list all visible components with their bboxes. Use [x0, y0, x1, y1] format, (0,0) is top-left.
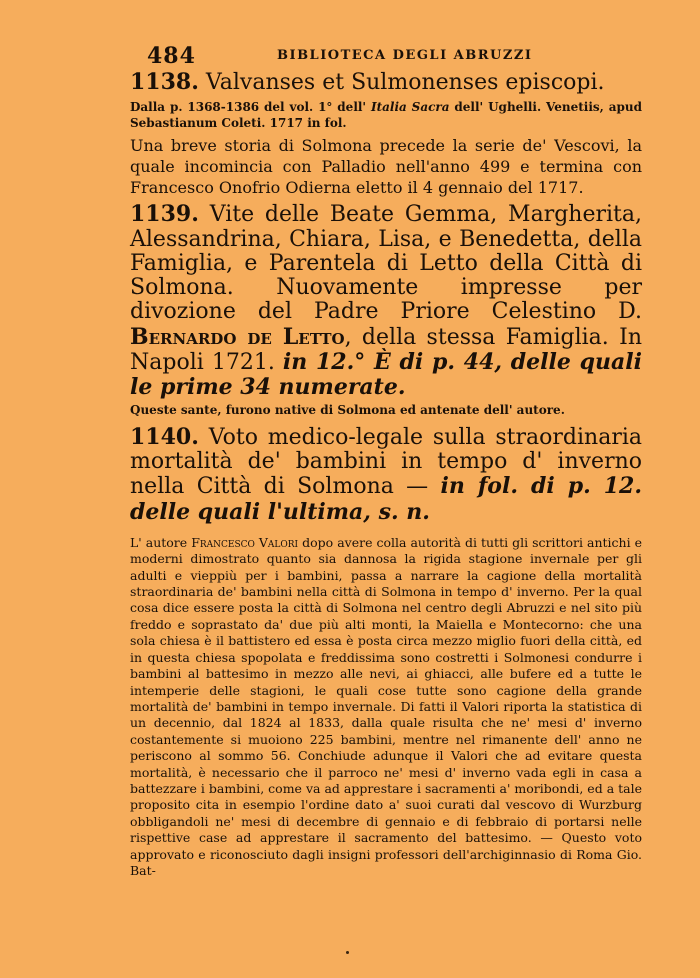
source-note-italic: Italia Sacra	[370, 100, 450, 115]
page-header	[147, 43, 567, 71]
source-note-text: Dalla p. 1368-1386 del vol. 1° dell'	[130, 100, 367, 115]
entry-1140	[130, 425, 642, 880]
author-name: Bernardo de Letto	[130, 323, 345, 350]
entry-body: Una breve storia di Solmona precede la serie de' Vescovi, la quale incomincia con Palladio nell'anno 499 e termina con Francesco Onofrio Odierna eletto il 4 gennaio del 1717.	[130, 136, 642, 198]
entry-title-text: Valvanses et Sulmonenses episcopi.	[205, 70, 605, 95]
entry-note: Queste sante, furono native di Solmona ed antenate dell' autore.	[130, 402, 565, 417]
entry-title	[130, 70, 642, 95]
entry-number: 1139.	[130, 201, 199, 228]
entry-title-italic: in 12.° È di p. 44, delle quali le prime 34 numerate.	[130, 349, 642, 401]
page-number: 484	[147, 43, 196, 69]
entry-title	[130, 425, 642, 525]
page-content	[130, 70, 642, 879]
entry-commentary	[130, 535, 642, 880]
commentary-text: dopo avere colla autorità di tutti gli scrittori antichi e moderni dimostrato quanto sia dannosa la rigida stagione invernale per gli adulti e vieppiù per i bambini, passa a narrare la cagione della mortalità straordinaria de' bambini nella città di Solmona in tempo d' inverno. Per la qual cosa dice essere posta la città di Solmona nel centro degli Abruzzi e nel sito più freddo e soprastato da' due più alti monti, la Maiella e Montecorno: che una sola chiesa è il battistero ed essa è posta circa mezzo miglio fuori della città, ed in questa chiesa spopolata e freddissima sono costretti i Solmonesi condurre i bambini al battesimo in mezzo alle nevi, ai ghiacci, alle bufere ed a tutte le intemperie delle stagioni, le quali cose tutte sono cagione della grande mortalità de' bambini in tempo invernale. Di fatti il Valori riporta la statistica di un decennio, dal 1824 al 1833, dalla quale risulta che ne' mesi d' inverno costantemente si muoiono 225 bambini, mentre nel rimanente dell' anno ne periscono al sommo 56. Conchiude adunque il Valori che ad evitare questa mortalità, è necessario che il parroco ne' mesi d' inverno vada egli in casa a battezzare i bambini, come va ad apprestare i sacramenti a' moribondi, ed a tale proposito cita in esempio l'ordine dato a' suoi curati dal vescovo di Wurzburg obbligandoli ne' mesi di decembre di gennaio e di febbraio di portarsi nelle rispettive case ad apprestare il sacramento del battesimo. — Questo voto approvato e riconosciuto dagli insigni professori dell'archiginnasio di Roma Gio. Bat-	[130, 534, 643, 878]
entry-title-text: Voto medico-legale sulla straordinaria mortalità de' bambini in tempo d' inverno nella Città di Solmona —	[130, 424, 642, 500]
entry-1139	[130, 202, 642, 417]
running-head: BIBLIOTECA DEGLI ABRUZZI	[277, 48, 533, 63]
entry-title-italic: in fol. di p. 12. delle quali l'ultima, s. n.	[130, 473, 642, 525]
entry-title-text: Vite delle Beate Gemma, Margherita, Alessandrina, Chiara, Lisa, e Benedetta, della Famiglia, e Parentela di Letto della Città di Solmona. Nuovamente impresse per divozione del Padre Priore Celestino D.	[130, 202, 642, 325]
page-mark	[346, 951, 349, 954]
commentary-text: L' autore	[130, 534, 188, 550]
entry-title-text: , della stessa Famiglia. In Napoli 1721.	[130, 324, 642, 376]
entry-number: 1140.	[130, 423, 199, 450]
source-note	[130, 100, 642, 131]
source-note-text: dell' Ughelli. Venetiis, apud Sebastianum Coleti. 1717 in fol.	[130, 100, 642, 130]
entry-title	[130, 202, 642, 400]
author-name: Francesco Valori	[191, 534, 299, 550]
entry-1138	[130, 70, 642, 198]
entry-number: 1138.	[130, 69, 199, 95]
